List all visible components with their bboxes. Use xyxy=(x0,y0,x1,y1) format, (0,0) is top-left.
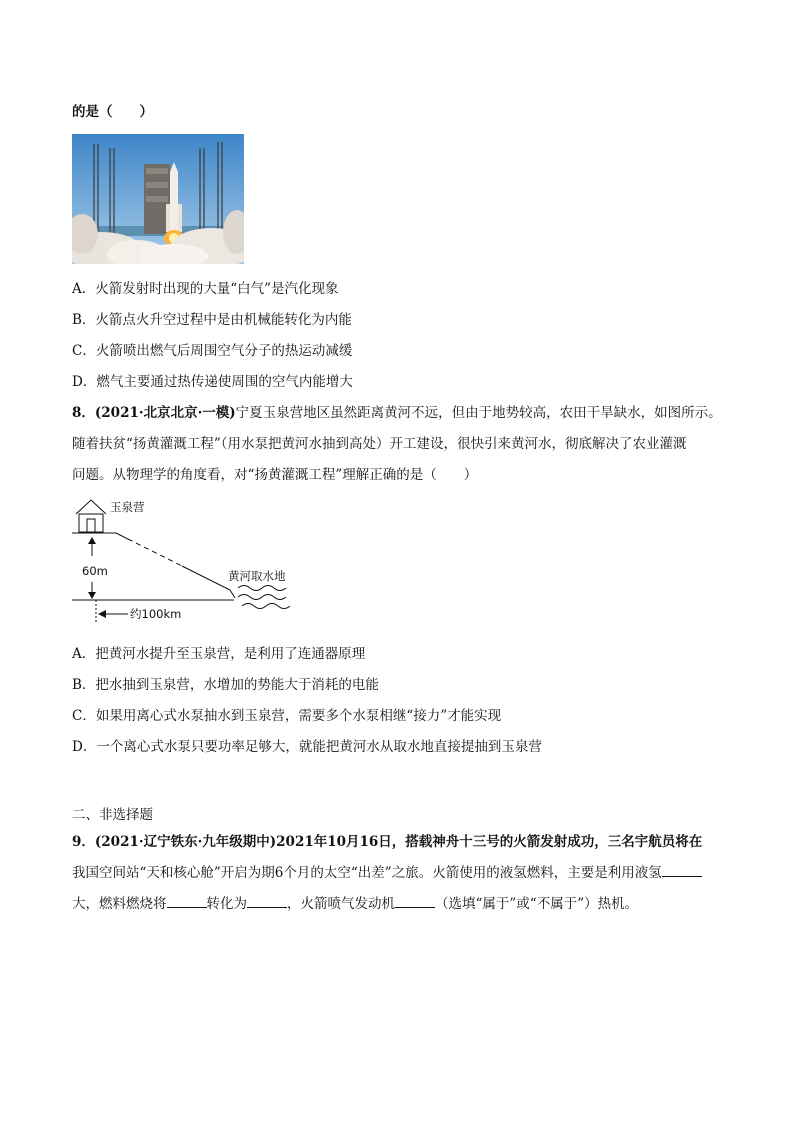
q9-blank-2[interactable] xyxy=(167,893,207,908)
diagram-label-water: 黄河取水地 xyxy=(228,569,286,583)
q8-option-c: C．如果用离心式水泵抽水到玉泉营，需要多个水泵相继“接力”才能实现 xyxy=(72,708,502,724)
q8-line1 xyxy=(72,403,722,423)
q9-blank-1[interactable] xyxy=(662,862,702,877)
water-waves-icon xyxy=(238,586,290,609)
diagram-label-distance: 约100km xyxy=(130,607,182,621)
q9-text-2: 我国空间站“天和核心舱”开启为期6个月的太空“出差”之旅。火箭使用的液氢燃料，主要是利用液氢 xyxy=(72,865,662,881)
q7-stem-tail: 的是（ ） xyxy=(72,104,153,120)
q9-blank-3[interactable] xyxy=(247,893,287,908)
q9-number: 9． xyxy=(72,834,95,850)
q9-blank-4[interactable] xyxy=(395,893,435,908)
diagram-label-height: 60m xyxy=(82,564,108,578)
q8-line3: 问题。从物理学的角度看，对“扬黄灌溉工程”理解正确的是（ ） xyxy=(72,467,478,483)
q7-option-b: B．火箭点火升空过程中是由机械能转化为内能 xyxy=(72,312,352,328)
house-icon xyxy=(76,500,106,532)
q8-option-d: D．一个离心式水泵只要功率足够大，就能把黄河水从取水地直接提抽到玉泉营 xyxy=(72,739,542,755)
q9-line2 xyxy=(72,862,702,883)
q9-text-3d: （选填“属于”或“不属于”）热机。 xyxy=(435,896,639,912)
q9-line1 xyxy=(72,832,702,852)
q9-text-3a: 大，燃料燃烧将 xyxy=(72,896,167,912)
q9-text-3b: 转化为 xyxy=(206,896,247,912)
q9-text-1: 2021年10月16日，搭载神舟十三号的火箭发射成功，三名宇航员将在 xyxy=(276,834,703,850)
q9-line3 xyxy=(72,893,638,914)
q9-text-3c: ，火箭喷气发动机 xyxy=(287,896,395,912)
section-title: 二、非选择题 xyxy=(72,807,153,823)
q8-source: (2021·北京北京·一模) xyxy=(94,405,236,421)
q8-line2: 随着扶贫“扬黄灌溉工程”（用水泵把黄河水抽到高处）开工建设，很快引来黄河水，彻底解决了农业灌溉 xyxy=(72,436,687,452)
q7-option-d: D．燃气主要通过热传递使周围的空气内能增大 xyxy=(72,374,353,390)
q8-number: 8． xyxy=(72,405,95,421)
diagram-label-top: 玉泉营 xyxy=(110,500,145,514)
q8-option-b: B．把水抽到玉泉营，水增加的势能大于消耗的电能 xyxy=(72,677,379,693)
q8-option-a: A．把黄河水提升至玉泉营，是利用了连通器原理 xyxy=(72,646,366,662)
rocket-launch-photo xyxy=(72,134,244,264)
q7-option-c: C．火箭喷出燃气后周围空气分子的热运动减缓 xyxy=(72,343,353,359)
q7-option-a: A．火箭发射时出现的大量“白气”是汽化现象 xyxy=(72,281,339,297)
q8-terrain-diagram xyxy=(70,496,310,624)
q8-text-1: 宁夏玉泉营地区虽然距离黄河不远，但由于地势较高，农田干旱缺水，如图所示。 xyxy=(235,405,722,421)
q9-source: (2021·辽宁铁东·九年级期中) xyxy=(94,834,277,850)
